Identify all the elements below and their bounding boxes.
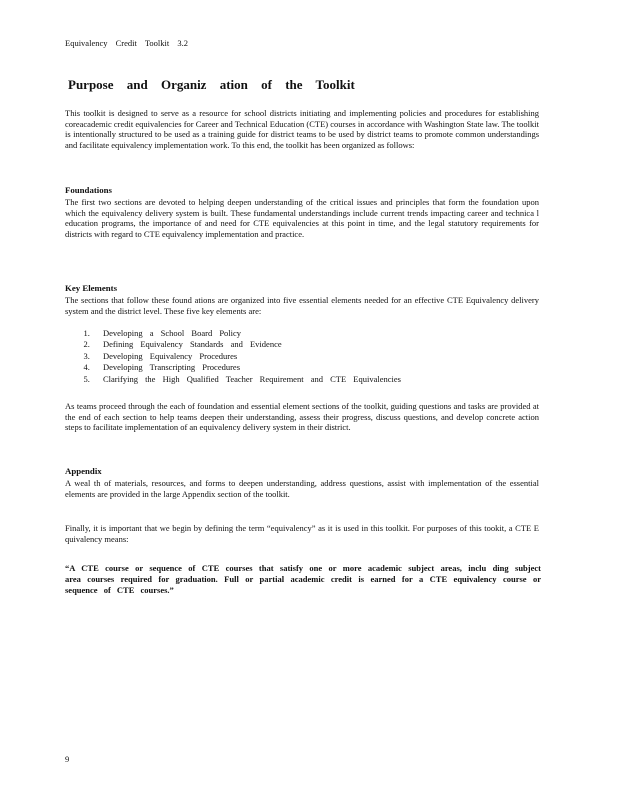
list-item: 5. Clarifying the High Qualified Teacher Requirement and CTE Equivalencies xyxy=(97,374,401,385)
appendix-paragraph: A weal th of materials, resources, and forms to deepen understanding, address questions, assist with implementation of the essential elements are provided in the large Appendix section of the toolkit. xyxy=(65,478,539,499)
running-header: Equivalency Credit Toolkit 3.2 xyxy=(65,38,189,48)
foundations-paragraph: The first two sections are devoted to helping deepen understanding of the critical issues and principles that form the foundation upon which the equivalency delivery system is built. These fundamental understandings include current trends impacting career and technica l education programs, the importance of and need for CTE equivalencies at this point in time, and the legal statutory requirements for districts with regard to CTE equivalency implementation and practice. xyxy=(65,197,539,239)
key-elements-followup-paragraph: As teams proceed through the each of foundation and essential element sections of the toolkit, guiding questions and tasks are provided at the end of each section to help teams deepen their understanding, assess their progress, discuss questions, and develop concrete action steps to facilitate implementation of an equivalency delivery system in their district. xyxy=(65,401,539,433)
page-number: 9 xyxy=(65,754,70,764)
list-item: 3. Developing Equivalency Procedures xyxy=(97,351,401,362)
key-elements-paragraph: The sections that follow these found ations are organized into five essential elements needed for an effective CTE Equivalency delivery system and the district level. These five key elements are: xyxy=(65,295,539,316)
appendix-heading: Appendix xyxy=(65,466,102,476)
foundations-heading: Foundations xyxy=(65,185,112,195)
closing-paragraph: Finally, it is important that we begin by defining the term “equivalency” as it is used in this toolkit. For purposes of this tookit, a CTE E quivalency means: xyxy=(65,523,539,544)
key-elements-heading: Key Elements xyxy=(65,283,118,293)
equivalency-definition: “A CTE course or sequence of CTE courses that satisfy one or more academic subject areas, inclu ding subject area courses required for graduation. Full or partial academic credit is earned for a CTE equivalency course or sequence of CTE courses.” xyxy=(65,563,541,595)
list-item: 4. Developing Transcripting Procedures xyxy=(97,362,401,373)
list-item: 2. Defining Equivalency Standards and Evidence xyxy=(97,339,401,350)
intro-paragraph: This toolkit is designed to serve as a resource for school districts initiating and implementing policies and procedures for establishing coreacademic credit equivalencies for Career and Technical Education (CTE) courses in accordance with Washington State law. The toolkit is intentionally structured to be used as a training guide for district teams to be used by district teams to promote common understandings and facilitate equivalency implementation work. To this end, the toolkit has been organized as follows: xyxy=(65,108,539,150)
page-title: Purpose and Organiz ation of the Toolkit xyxy=(68,77,355,92)
list-item: 1. Developing a School Board Policy xyxy=(97,328,401,339)
key-elements-list xyxy=(65,328,401,385)
